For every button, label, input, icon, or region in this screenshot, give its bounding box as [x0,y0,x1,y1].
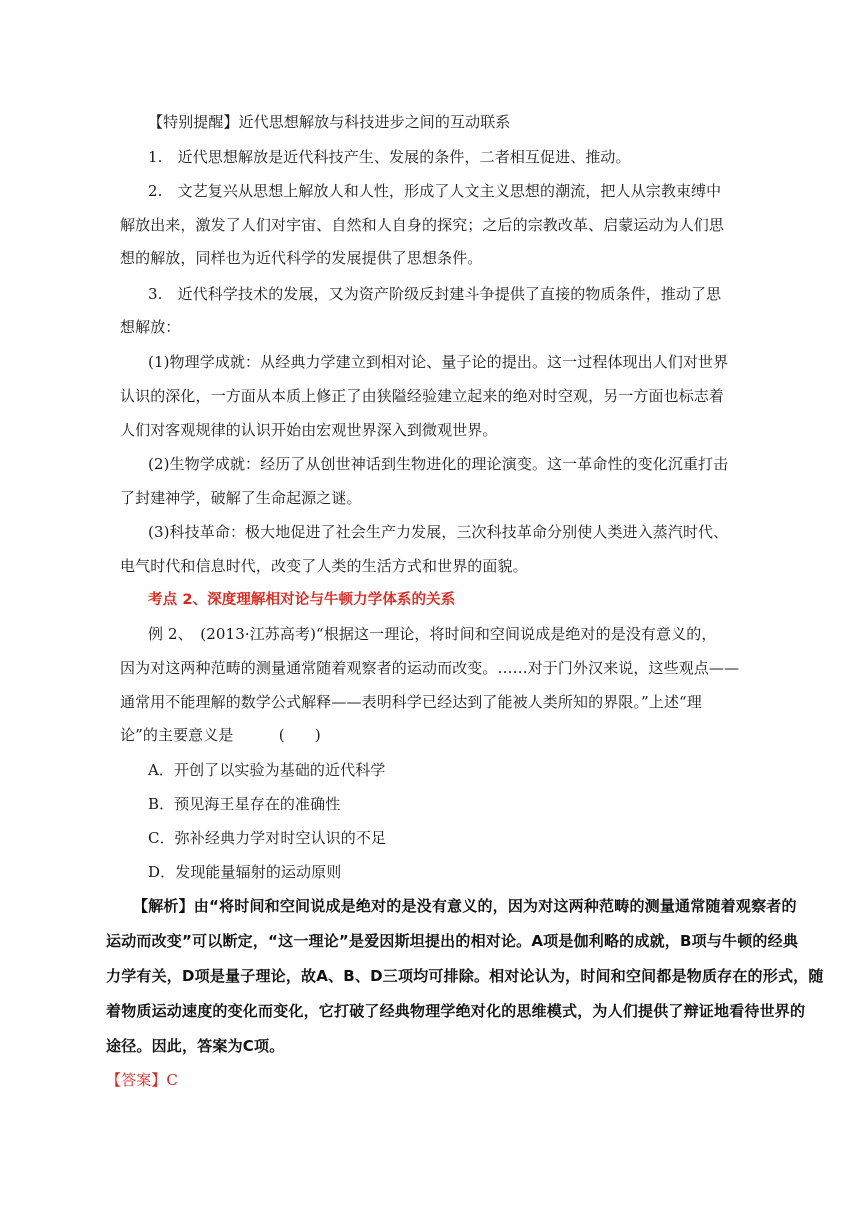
physics-line-1: (1)物理学成就：从经典力学建立到相对论、量子论的提出。这一过程体现出人们对世界 [148,353,729,371]
analysis-line-5: 途径。因此，答案为C项。 [106,1037,285,1055]
answer-label: 【答案】 [106,1071,167,1089]
answer [106,1070,178,1090]
reminder-point-1: 1. 近代思想解放是近代科技产生、发展的条件，二者相互促进、推动。 [148,148,631,166]
option-d: D．发现能量辐射的运动原则 [148,863,342,881]
option-c: C．弥补经典力学对时空认识的不足 [148,829,387,847]
option-a: A．开创了以实验为基础的近代科学 [148,761,386,779]
section-heading: 考点 2、深度理解相对论与牛顿力学体系的关系 [148,592,456,608]
analysis-line-3: 力学有关，D项是量子理论，故A、B、D三项均可排除。相对论认为，时间和空间都是物质存在的形式，随 [106,967,824,985]
option-b: B．预见海王星存在的准确性 [148,795,341,813]
tech-revolution-line-2: 电气时代和信息时代，改变了人类的生活方式和世界的面貌。 [120,557,528,575]
reminder-point-2-line-3: 想的解放，同样也为近代科学的发展提供了思想条件。 [120,249,483,267]
example-line-1: 例 2、 (2013·江苏高考)“根据这一理论，将时间和空间说成是绝对的是没有意义的， [148,625,717,643]
biology-line-1: (2)生物学成就：经历了从创世神话到生物进化的理论演变。这一革命性的变化沉重打击 [148,455,729,473]
analysis-line-4: 着物质运动速度的变化而变化，它打破了经典物理学绝对化的思维模式，为人们提供了辩证地看待世界的 [106,1002,806,1020]
example-line-4: 论”的主要意义是 ( ) [120,726,321,744]
reminder-title: 【特别提醒】近代思想解放与科技进步之间的互动联系 [148,113,511,131]
reminder-point-2-line-1: 2. 文艺复兴从思想上解放人和人性，形成了人文主义思想的潮流，把人从宗教束缚中 [148,182,722,200]
example-line-3: 通常用不能理解的数学公式解释——表明科学已经达到了能被人类所知的界限。”上述“理 [120,693,702,711]
example-line-2: 因为对这两种范畴的测量通常随着观察者的运动而改变。……对于门外汉来说，这些观点—— [120,659,740,677]
reminder-point-3-line-2: 想解放： [120,318,181,336]
tech-revolution-line-1: (3)科技革命：极大地促进了社会生产力发展，三次科技革命分别使人类进入蒸汽时代、 [148,523,729,541]
analysis-line-2: 运动而改变”可以断定，“这一理论”是爱因斯坦提出的相对论。A项是伽利略的成就，B项与牛顿的经典 [106,932,799,950]
physics-line-3: 人们对客观规律的认识开始由宏观世界深入到微观世界。 [120,421,498,439]
analysis-line-1: 【解析】由“将时间和空间说成是绝对的是没有意义的，因为对这两种范畴的测量通常随着观察者的 [133,897,797,915]
reminder-point-2-line-2: 解放出来，激发了人们对宇宙、自然和人自身的探究；之后的宗教改革、启蒙运动为人们思 [120,216,725,234]
answer-value: C [166,1071,178,1089]
physics-line-2: 认识的深化，一方面从本质上修正了由狭隘经验建立起来的绝对时空观，另一方面也标志着 [120,387,725,405]
biology-line-2: 了封建神学，破解了生命起源之谜。 [120,489,362,507]
reminder-point-3-line-1: 3. 近代科学技术的发展，又为资产阶级反封建斗争提供了直接的物质条件，推动了思 [148,285,722,303]
